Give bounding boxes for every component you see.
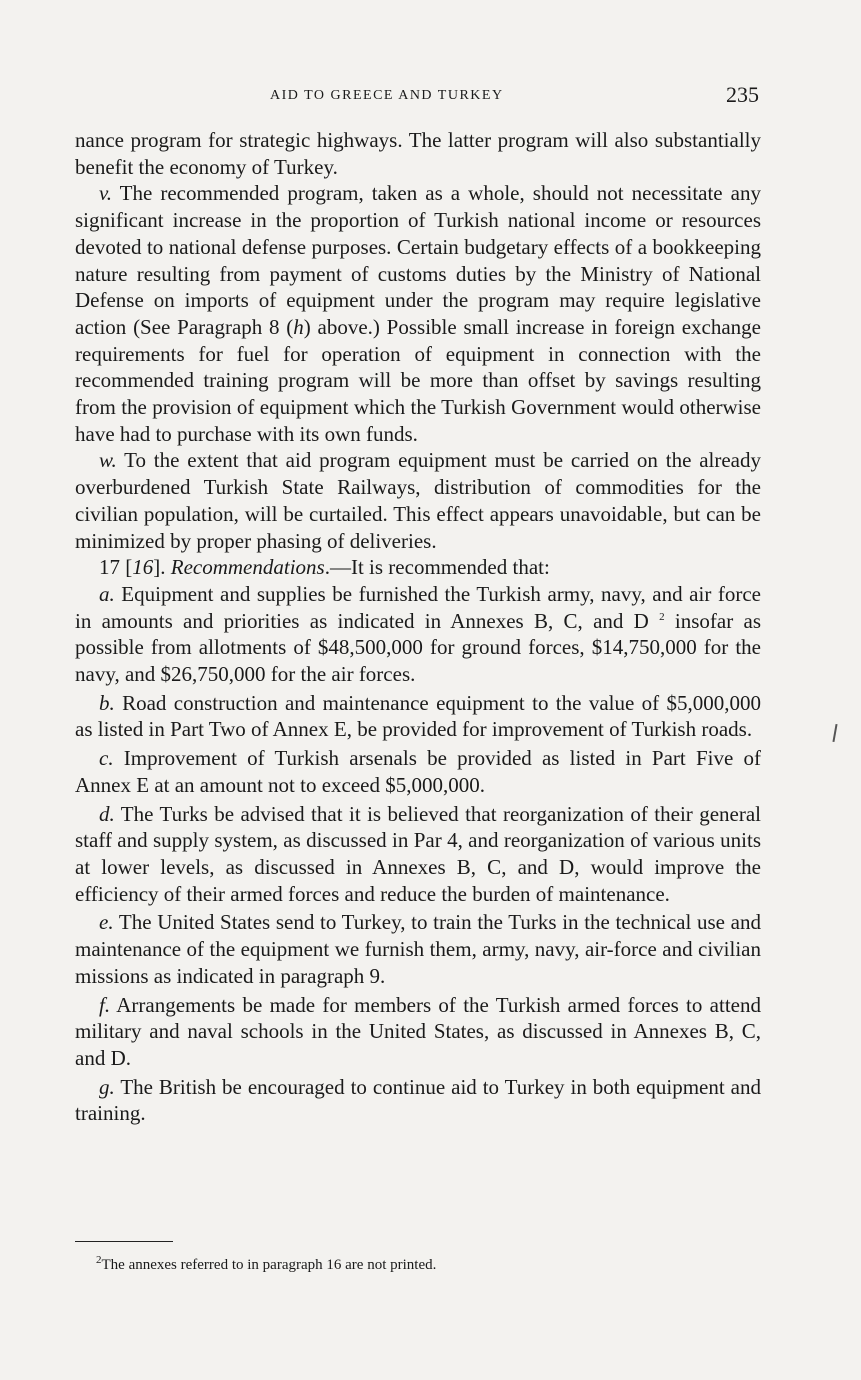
paragraph-g: g. The British be encouraged to continue aid to Turkey in both equipment and training.	[75, 1074, 761, 1126]
paragraph-e: e. The United States send to Turkey, to train the Turks in the technical use and maintenance of the equipment we furnish them, army, navy, air-force and civilian missions as indicated in paragraph 9.	[75, 910, 761, 988]
footnote-reference: 2	[659, 610, 665, 623]
paragraph-w: w. To the extent that aid program equipment must be carried on the already overburdened Turkish State Railways, distribution of commodities for the civilian population, will be curtailed. This effect appears unavoidable, but can be minimized by proper phasing of deliveries.	[75, 448, 761, 553]
paragraph-c: c. Improvement of Turkish arsenals be provided as listed in Part Five of Annex E at an amount not to exceed $5,000,000.	[75, 746, 761, 797]
margin-mark	[832, 724, 837, 742]
footnote-marker: 2	[96, 1254, 102, 1266]
paragraph-17-recommendations: 17 [16]. Recommendations.—It is recommended that:	[99, 555, 550, 580]
footnote-text: The annexes referred to in paragraph 16 are not printed.	[101, 1257, 437, 1273]
paragraph-continuation: nance program for strategic highways. The latter program will also substantially benefit the economy of Turkey.	[75, 128, 761, 179]
footnote-divider	[75, 1241, 173, 1242]
page-number: 235	[726, 82, 759, 107]
paragraph-a: a. Equipment and supplies be furnished the Turkish army, navy, and air force in amounts and priorities as indicated in Annexes B, C, and D $^2$ insofar as possible from allotments of $48,500,000 for ground forces, $14,750,000 for the navy, and $26,750,000 for the air forces.	[75, 581, 761, 687]
running-head: AID TO GREECE AND TURKEY	[270, 88, 504, 103]
footnote	[96, 1255, 736, 1275]
paragraph-f: f. Arrangements be made for members of the Turkish armed forces to attend military and naval schools in the United States, as discussed in Annexes B, C, and D.	[75, 992, 761, 1070]
paragraph-b: b. Road construction and maintenance equipment to the value of $5,000,000 as listed in Part Two of Annex E, be provided for improvement of Turkish roads.	[75, 690, 761, 742]
paragraph-d: d. The Turks be advised that it is believed that reorganization of their general staff and supply system, as discussed in Par 4, and reorganization of various units at lower levels, as discussed in Annexes B, C, and D, would improve the efficiency of their armed forces and reduce the burden of maintenance.	[75, 801, 761, 906]
paragraph-v: v. The recommended program, taken as a whole, should not necessitate any significant increase in the proportion of Turkish national income or resources devoted to national defense purposes. Certain budgetary effects of a bookkeeping nature resulting from payment of customs duties by the Ministry of National Defense on imports of equipment under the program may require legislative action (See Paragraph 8 (h) above.) Possible small increase in foreign exchange requirements for fuel for operation of equipment in connection with the recommended training program will be more than offset by savings resulting from the provision of equipment which the Turkish Government would otherwise have had to purchase with its own funds.	[75, 181, 762, 446]
page-header	[75, 82, 761, 112]
body-text	[75, 127, 761, 1127]
